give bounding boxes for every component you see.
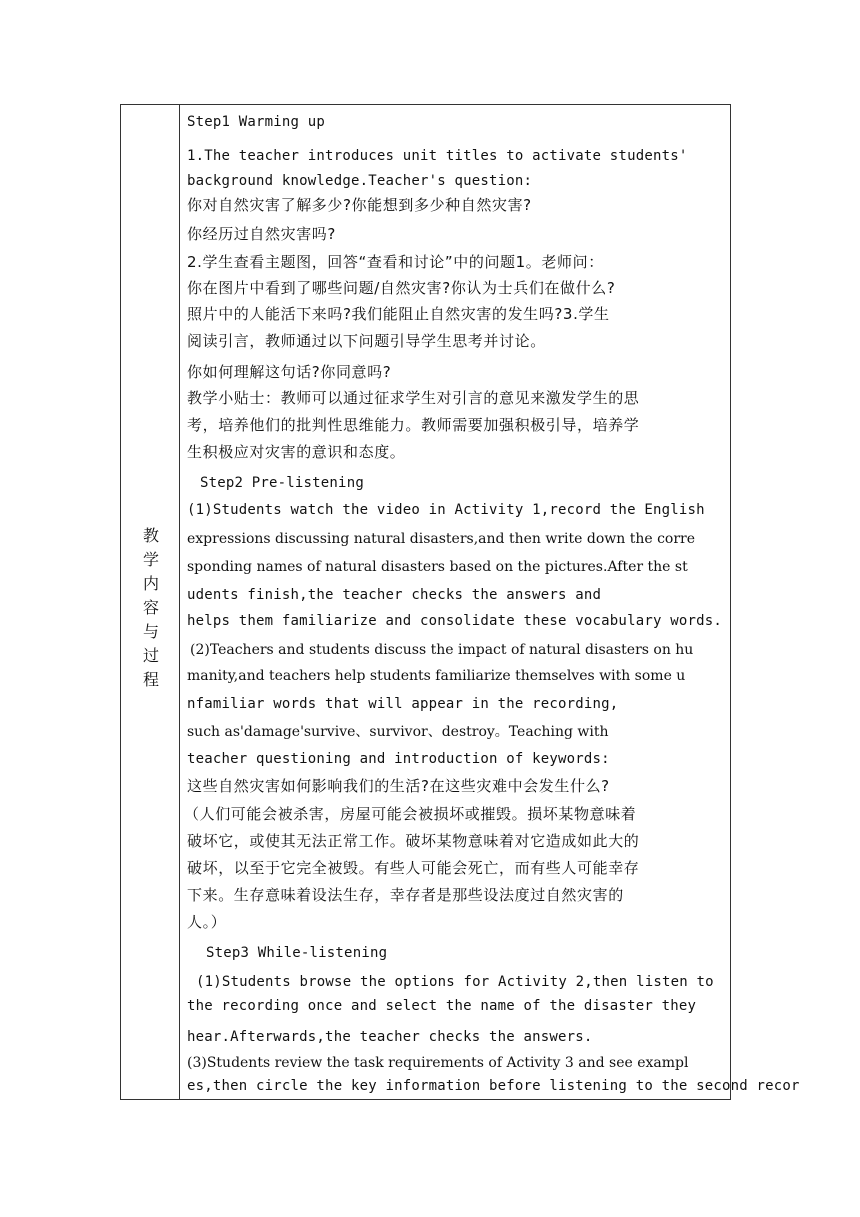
text-line: 你在图片中看到了哪些问题/自然灾害?你认为士兵们在做什么? [187,279,616,297]
text-line: （人们可能会被杀害，房屋可能会被损坏或摧毁。损坏某物意味着 [184,805,637,823]
text-line: udents finish,the teacher checks the answers and [187,587,602,603]
text-line: es,then circle the key information before listening to the second recor [187,1078,800,1094]
text-line: 你经历过自然灾害吗? [187,225,336,243]
text-line: 1.The teacher introduces unit titles to activate students' [187,148,688,164]
text-line: such as'damage'survive、survivor、destroy。Teaching with [187,724,609,740]
text-line: manity,and teachers help students familiarize themselves with some u [187,668,686,684]
text-line: 这些自然灾害如何影响我们的生活?在这些灾难中会发生什么? [187,777,610,795]
text-line: 阅读引言，教师通过以下问题引导学生思考并讨论。 [187,332,546,350]
text-line: (1)Students browse the options for Activity 2,then listen to [196,974,714,990]
step2-heading: Step2 Pre-listening [200,475,364,491]
text-line: expressions discussing natural disasters,and then write down the corre [187,531,696,547]
text-line: 破坏它，或使其无法正常工作。破坏某物意味着对它造成如此大的 [187,832,640,850]
text-line: background knowledge.Teacher's question: [187,173,533,189]
side-label: 教学内容与过程 [140,527,160,695]
text-line: teacher questioning and introduction of keywords: [187,751,610,767]
text-line: 你对自然灾害了解多少?你能想到多少种自然灾害? [187,196,532,214]
text-line: the recording once and select the name of the disaster they [187,998,697,1014]
step1-heading: Step1 Warming up [187,114,326,130]
text-line: 生积极应对灾害的意识和态度。 [187,443,406,461]
text-line: hear.Afterwards,the teacher checks the answers. [187,1029,593,1045]
text-line: (3)Students review the task requirements of Activity 3 and see exampl [187,1055,689,1071]
text-line: 人。） [187,913,227,931]
text-line: (2)Teachers and students discuss the impact of natural disasters on hu [190,642,694,658]
step3-heading: Step3 While-listening [206,945,388,961]
text-line: 教学小贴士：教师可以通过征求学生对引言的意见来激发学生的思 [187,389,640,407]
text-line: 你如何理解这句话?你同意吗? [187,363,392,381]
text-line: sponding names of natural disasters based on the pictures.After the st [187,559,688,575]
text-line: helps them familiarize and consolidate these vocabulary words. [187,613,722,629]
side-cell [121,104,179,1100]
text-line: 照片中的人能活下来吗?我们能阻止自然灾害的发生吗?3.学生 [187,305,610,323]
text-line: 2.学生查看主题图，回答“查看和讨论”中的问题1。老师问： [187,253,604,271]
text-line: nfamiliar words that will appear in the recording, [187,696,619,712]
text-line: (1)Students watch the video in Activity 1,record the English [187,502,705,518]
text-line: 破坏，以至于它完全被毁。有些人可能会死亡，而有些人可能幸存 [187,859,640,877]
content-cell [180,104,800,1100]
text-line: 下来。生存意味着设法生存，幸存者是那些设法度过自然灾害的 [187,886,624,904]
text-line: 考，培养他们的批判性思维能力。教师需要加强积极引导，培养学 [187,416,640,434]
